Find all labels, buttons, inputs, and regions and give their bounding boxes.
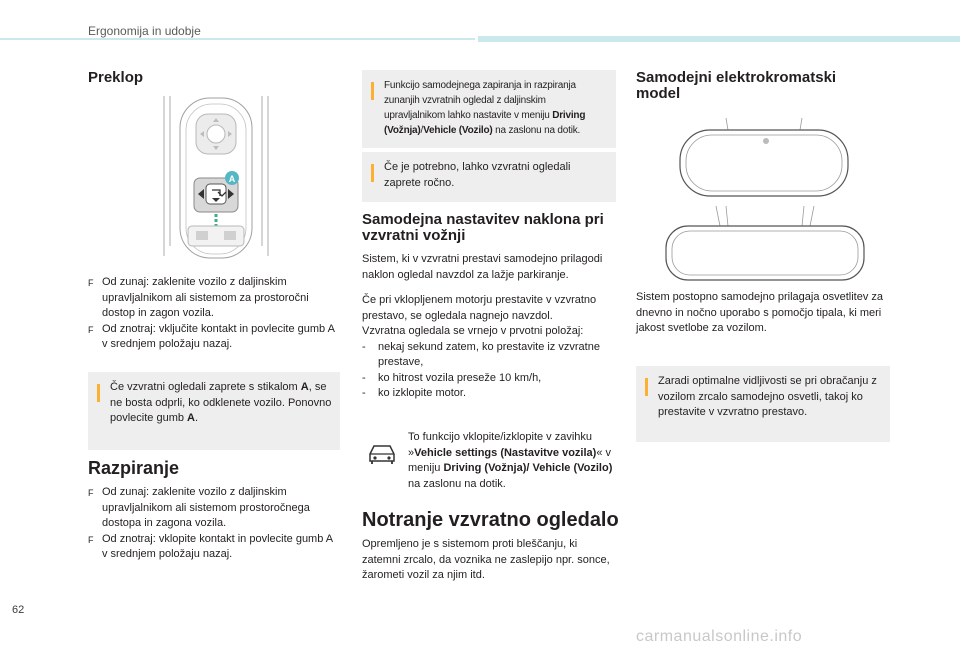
- samodejna-body: [362, 252, 616, 402]
- rearview-mirrors-illustration: [660, 108, 870, 288]
- page-number: 62: [12, 604, 25, 616]
- info-touchscreen-text: To funkcijo vklopite/izklopite v zavihku »Vehicle settings (Nastavitve vozila)« v meniju Driving (Vožnja)/ Vehicle (Vozilo) na zaslonu na dotik.: [408, 431, 613, 490]
- note-text: Funkcijo samodejnega zapiranja in razpiranja zunanjih vzvratnih ogledal z daljinskim upravljalnikom lahko nastavite v meniju Driving (Vožnja)/Vehicle (Vozilo) na zaslonu na dotik.: [384, 80, 586, 136]
- paragraph: Če pri vklopljenem motorju prestavite v vzvratno prestavo, se ogledala nagnejo navzdol.: [362, 294, 597, 322]
- section-title-elektrokromatski: Samodejni elektrokromatski model: [636, 69, 837, 102]
- page-header-title: Ergonomija in udobje: [88, 24, 201, 38]
- note-text: Če je potrebno, lahko vzvratni ogledali zaprete ročno.: [384, 161, 571, 189]
- note-box-switch: [88, 372, 340, 450]
- watermark: carmanualsonline.info: [636, 628, 803, 645]
- section-title-preklop: Preklop: [88, 69, 144, 86]
- header-accent-bar: [478, 36, 960, 42]
- list-item: F Od zunaj: zaklenite vozilo z daljinskim upravljalnikom ali sistemom prostoročnega dostopa in zagona vozila.: [88, 486, 310, 529]
- list-item: F Od znotraj: vključite kontakt in povlecite gumb A v srednjem položaju nazaj.: [88, 322, 335, 350]
- list-item: - ko izklopite motor.: [362, 387, 467, 399]
- section-title-razpiranje: Razpiranje: [88, 458, 180, 478]
- preklop-bullets: [88, 275, 338, 353]
- note-marker: [645, 378, 648, 396]
- list-item: - ko hitrost vozila preseže 10 km/h,: [362, 371, 542, 384]
- note-text: Če vzvratni ogledali zaprete s stikalom A, se ne bosta odprli, ko odklenete vozilo. Ponovno povlecite gumb A.: [110, 381, 332, 424]
- header-rule: [0, 38, 475, 40]
- list-item: F Od zunaj: zaklenite vozilo z daljinskim upravljalnikom ali sistemom za prostoročni dostop in zagon vozila.: [88, 276, 309, 319]
- paragraph: Sistem postopno samodejno prilagaja osvetlitev za dnevno in nočno uporabo s pomočjo tipala, ki meri jakost svetlobe za vozilom.: [636, 291, 884, 334]
- note-box-reverse: [636, 366, 890, 442]
- label-a-badge: A: [228, 174, 236, 184]
- note-marker: [97, 384, 100, 402]
- paragraph: Opremljeno je s sistemom proti bleščanju, ki zatemni zrcalo, da voznika ne zaslepijo npr. sonce, žarometi vozil za njim itd.: [362, 538, 610, 581]
- section-title-samodejna: Samodejna nastavitev naklona pri vzvratni vožnji: [362, 211, 604, 244]
- list-item: - nekaj sekund zatem, ko prestavite iz vzvratne prestave,: [362, 340, 600, 368]
- note-marker: [371, 164, 374, 182]
- elektrokromatski-body: [636, 290, 886, 337]
- car-settings-icon: [366, 440, 398, 466]
- note-box-manual-fold: [362, 152, 616, 202]
- note-marker: [371, 82, 374, 100]
- section-title-notranje: Notranje vzvratno ogledalo: [362, 509, 619, 531]
- note-text: Zaradi optimalne vidljivosti se pri obračanju z vozilom zrcalo samodejno osvetli, takoj ko prestavite v vzvratno prestavo.: [658, 375, 877, 418]
- razpiranje-bullets: [88, 485, 338, 563]
- mirror-switch-illustration: [160, 96, 272, 264]
- paragraph: Vzvratna ogledala se vrnejo v prvotni položaj:: [362, 325, 584, 337]
- paragraph: Sistem, ki v vzvratni prestavi samodejno prilagodi naklon ogledal navzdol za lažje parkiranje.: [362, 253, 603, 281]
- notranje-body: [362, 537, 616, 584]
- note-box-auto-fold: [362, 70, 616, 148]
- list-item: F Od znotraj: vklopite kontakt in povlecite gumb A v srednjem položaju nazaj.: [88, 532, 333, 560]
